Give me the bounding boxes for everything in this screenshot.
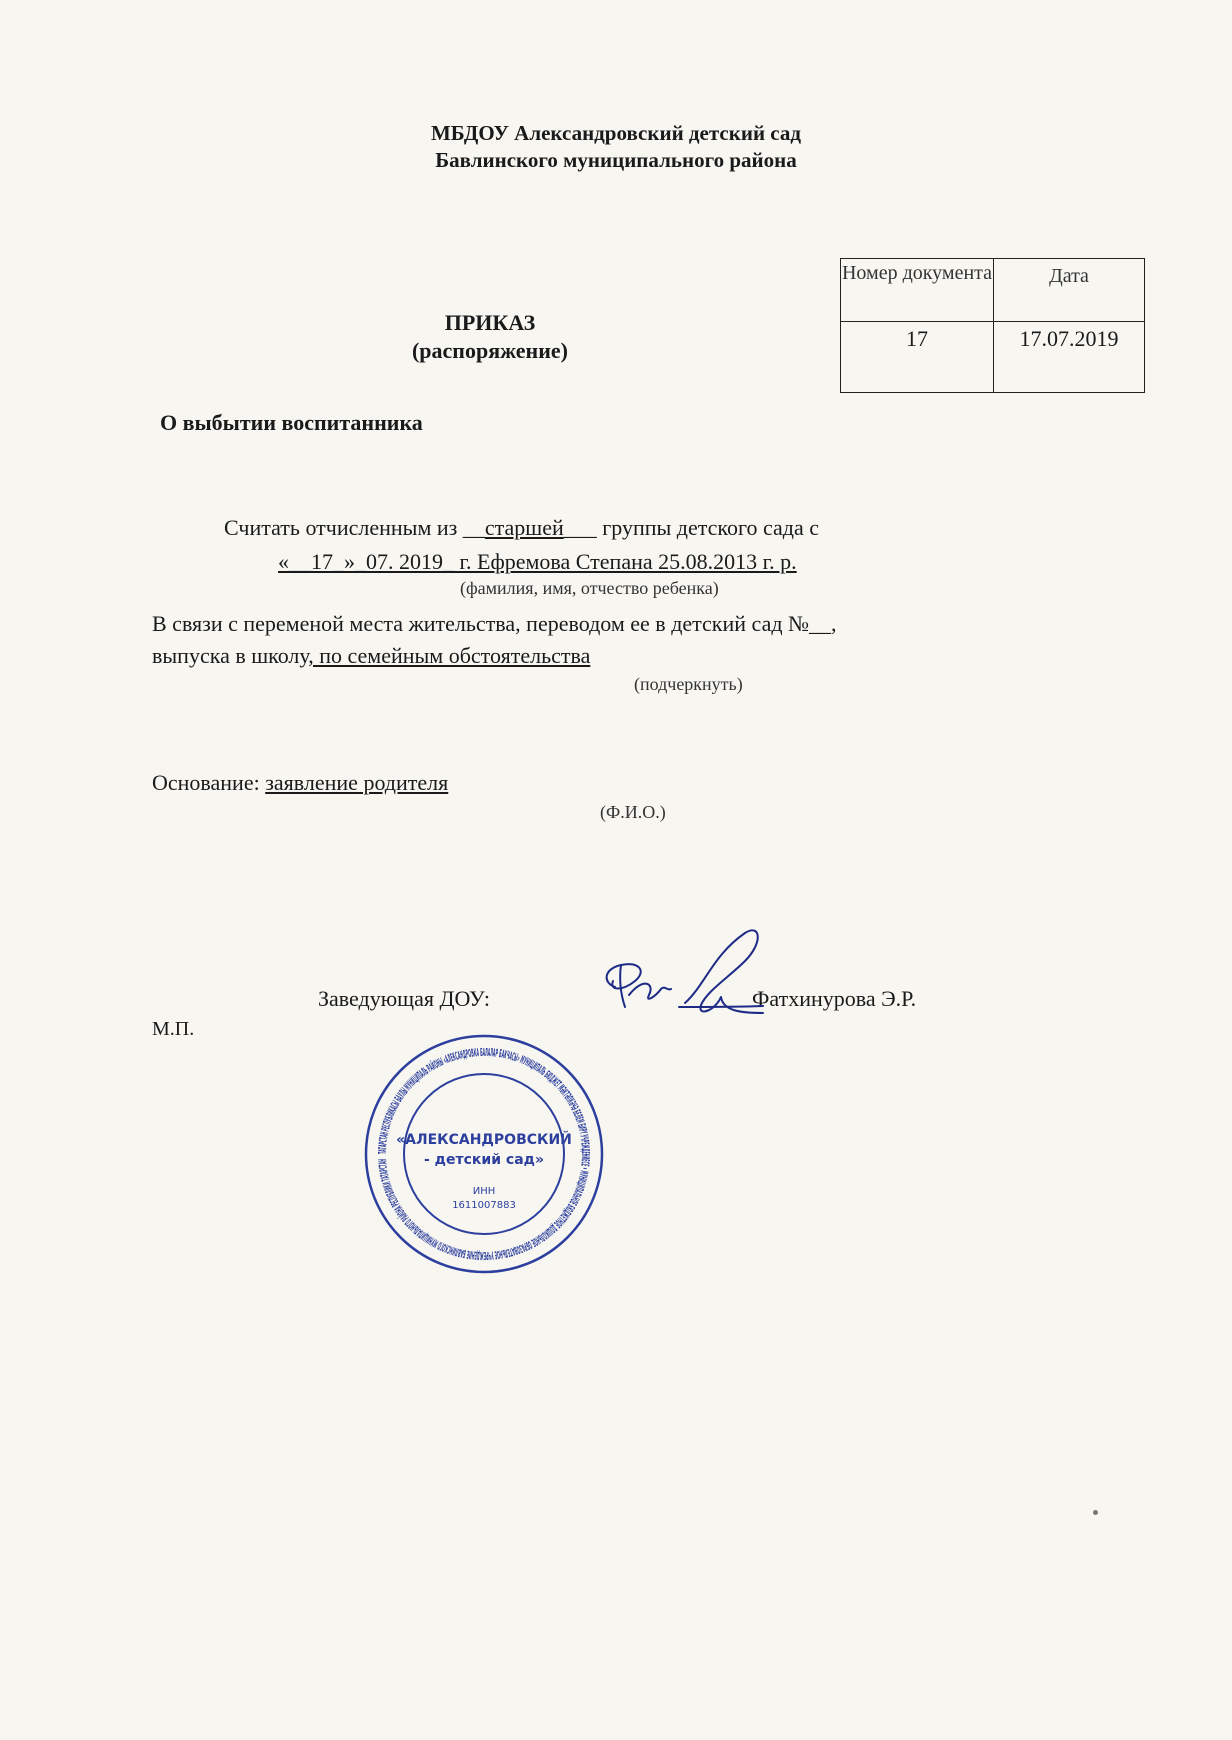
body-line-1-prefix: Считать отчисленным из __ — [224, 515, 485, 540]
order-subtitle: (распоряжение) — [411, 338, 568, 363]
body-line-1-suffix: ___ группы детского сада с — [563, 515, 819, 540]
head-name: Фатхинурова Э.Р. — [752, 986, 917, 1011]
body-line-4 — [152, 642, 590, 670]
body-line-3: В связи с переменой места жительства, переводом ее в детский сад №__, — [152, 611, 837, 636]
reason-underlined: , по семейным обстоятельства — [308, 643, 591, 668]
stamp-center-line1: «АЛЕКСАНДРОВСКИЙ — [396, 1132, 572, 1148]
doc-number-table — [840, 258, 1145, 393]
mp-label: М.П. — [152, 1018, 195, 1040]
order-title: ПРИКАЗ — [444, 310, 536, 335]
stamp-inn-label: ИНН — [472, 1186, 496, 1197]
paper-speck — [1093, 1510, 1098, 1515]
order-subject: О выбытии воспитанника — [160, 410, 423, 435]
body-line-2: «__17_»_07. 2019_ г. Ефремова Степана 25.08.2013 г. р. — [278, 549, 797, 574]
basis-label: Основание: — [152, 770, 266, 795]
seal-stamp-image — [362, 1032, 606, 1276]
hint-fio: (фамилия, имя, отчество ребенка) — [460, 578, 719, 598]
hint-fio-basis: (Ф.И.О.) — [600, 802, 666, 822]
body-line-1 — [224, 514, 819, 542]
basis-value: заявление родителя — [265, 770, 449, 795]
org-name-line1: МБДОУ Александровский детский сад — [430, 121, 802, 145]
doc-date-value: 17.07.2019 — [994, 322, 1145, 393]
basis-line — [152, 769, 448, 797]
stamp-inn-value: 1611007883 — [452, 1200, 516, 1211]
doc-number-header: Номер документа — [841, 259, 994, 322]
group-name: старшей — [484, 515, 564, 540]
doc-date-header: Дата — [994, 259, 1145, 322]
signature-image — [595, 925, 765, 1020]
body-line-4-prefix: выпуска в школу — [152, 643, 309, 668]
stamp-center-line2: - детский сад» — [424, 1152, 544, 1168]
svg-text:ТАТАРСТАН РЕСПУБЛИКАСЫ БАУЛЫ М: ТАТАРСТАН РЕСПУБЛИКАСЫ БАУЛЫ МУНИЦИПАЛЬ РАЙОНЫ «АЛЕКСАНДРОВКА БАЛАЛАР БАКЧАСЫ» МУНИЦИПАЛЬ БЮДЖЕТ МӘКТӘПКӘЧӘ БЕЛЕМ БИРҮ УЧРЕЖДЕНИЕСЕ • МУНИЦИПАЛЬНОЕ БЮДЖЕТНОЕ ДОШКОЛЬНОЕ ОБРАЗОВАТЕЛЬНОЕ УЧРЕЖДЕНИЕ БАВЛИНСКОГО МУНИЦИПАЛЬНОГО РАЙОНА РЕСПУБЛИКИ ТАТАРСТАН — [375, 1045, 593, 1263]
org-name-line2: Бавлинского муниципального района — [435, 148, 797, 172]
hint-underline: (подчеркнуть) — [634, 674, 743, 694]
head-position: Заведующая ДОУ: — [318, 986, 490, 1011]
doc-number-value: 17 — [841, 322, 994, 393]
